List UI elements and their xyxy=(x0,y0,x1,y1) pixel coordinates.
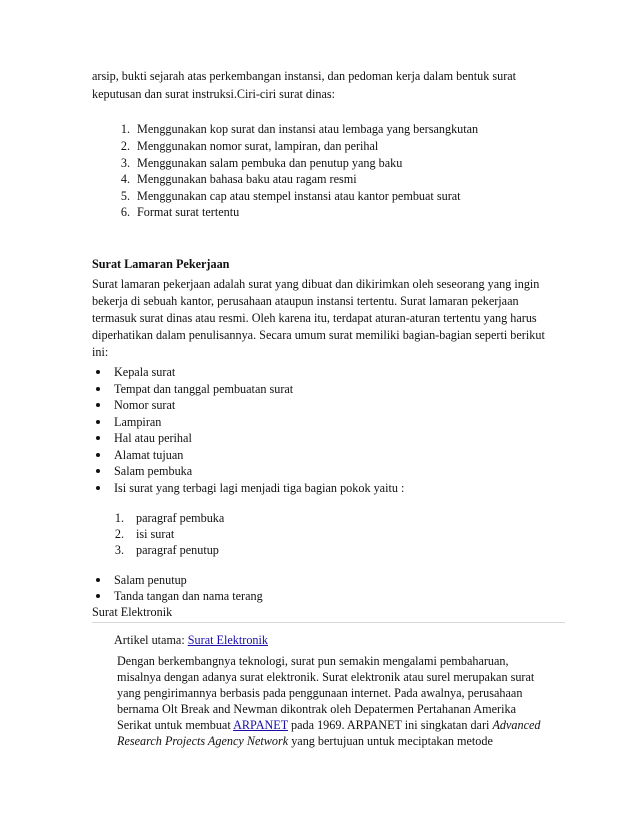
bullet-icon xyxy=(96,403,100,407)
elektronik-para-line: yang pengirimannya berbasis pada penggunaan internet. Pada awalnya, perusahaan xyxy=(117,686,523,700)
bullet-icon xyxy=(96,420,100,424)
list-item: 2. Menggunakan nomor surat, lampiran, dan perihal xyxy=(120,139,379,153)
list-item: Alamat tujuan xyxy=(96,447,183,464)
bullet-icon xyxy=(96,594,100,598)
elektronik-para-line: misalnya dengan adanya surat elektronik. Surat elektronik atau surel merupakan surat xyxy=(117,670,535,684)
elektronik-para-line: Research Projects Agency Network yang bertujuan untuk meciptakan metode xyxy=(117,734,493,748)
list-item: 3. Menggunakan salam pembuka dan penutup yang baku xyxy=(120,156,403,170)
list-item: 6. Format surat tertentu xyxy=(120,205,240,219)
lamaran-para-line: diperhatikan dalam penulisannya. Secara umum surat memiliki bagian-bagian seperti berikut xyxy=(92,328,545,342)
list-item: 2. isi surat xyxy=(114,527,175,541)
section-heading-lamaran: Surat Lamaran Pekerjaan xyxy=(92,257,230,271)
bullet-icon xyxy=(96,370,100,374)
list-item: Isi surat yang terbagi lagi menjadi tiga bagian pokok yaitu : xyxy=(96,480,404,497)
list-item: Kepala surat xyxy=(96,364,175,381)
list-item: 3. paragraf penutup xyxy=(114,543,219,557)
elektronik-para-line: bernama Olt Break and Newman dikontrak oleh Depatermen Pertahanan Amerika xyxy=(117,702,516,716)
bullet-icon xyxy=(96,387,100,391)
lamaran-para-line: bekerja di sebuah kantor, perusahaan ataupun instansi tertentu. Surat lamaran pekerjaan xyxy=(92,294,519,308)
artikel-utama-note: Artikel utama: Surat Elektronik xyxy=(114,633,268,647)
list-item: Lampiran xyxy=(96,414,161,431)
bullet-icon xyxy=(96,486,100,490)
list-item: 1. paragraf pembuka xyxy=(114,511,225,525)
lamaran-para-line: Surat lamaran pekerjaan adalah surat yang dibuat dan dikirimkan oleh seseorang yang ingin xyxy=(92,277,540,291)
lamaran-para-line: ini: xyxy=(92,345,109,359)
bullet-icon xyxy=(96,469,100,473)
list-item: 4. Menggunakan bahasa baku atau ragam resmi xyxy=(120,172,357,186)
list-item: Hal atau perihal xyxy=(96,430,192,447)
section-heading-elektronik: Surat Elektronik xyxy=(92,605,173,619)
elektronik-para-line: Serikat untuk membuat ARPANET pada 1969. ARPANET ini singkatan dari Advanced xyxy=(117,718,541,732)
list-item: Tanda tangan dan nama terang xyxy=(96,588,263,605)
list-item: 5. Menggunakan cap atau stempel instansi atau kantor pembuat surat xyxy=(120,189,461,203)
intro-line-2: keputusan dan surat instruksi.Ciri-ciri surat dinas: xyxy=(92,87,336,101)
arpanet-link[interactable]: ARPANET xyxy=(233,718,288,732)
list-item: Nomor surat xyxy=(96,397,175,414)
surat-elektronik-link[interactable]: Surat Elektronik xyxy=(187,633,268,647)
list-item: Salam penutup xyxy=(96,572,187,589)
heading-divider xyxy=(92,622,565,623)
intro-line-1: arsip, bukti sejarah atas perkembangan instansi, dan pedoman kerja dalam bentuk surat xyxy=(92,69,517,83)
lamaran-para-line: termasuk surat dinas atau resmi. Oleh karena itu, terdapat aturan-aturan tertentu yang harus xyxy=(92,311,537,325)
list-item: Salam pembuka xyxy=(96,463,192,480)
elektronik-para-line: Dengan berkembangnya teknologi, surat pun semakin mengalami pembaharuan, xyxy=(117,654,509,668)
bullet-icon xyxy=(96,453,100,457)
list-item: Tempat dan tanggal pembuatan surat xyxy=(96,381,293,398)
bullet-icon xyxy=(96,436,100,440)
list-item: 1. Menggunakan kop surat dan instansi atau lembaga yang bersangkutan xyxy=(120,122,479,136)
bullet-icon xyxy=(96,578,100,582)
